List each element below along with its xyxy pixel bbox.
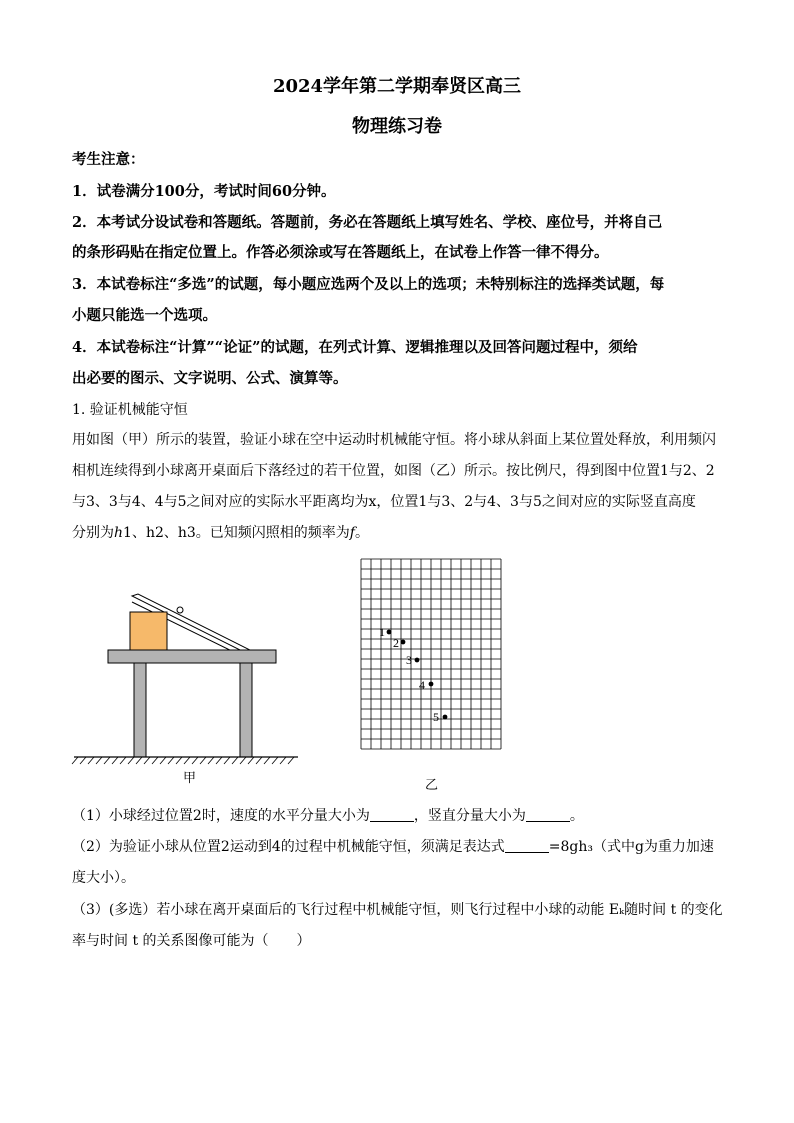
figure-yi-label: 乙	[425, 778, 439, 793]
point-1-dot	[387, 630, 392, 635]
sub-question-2	[72, 837, 724, 857]
ground-hatch-mark	[128, 757, 134, 764]
point-2-dot	[401, 640, 406, 645]
figure-jia-label: 甲	[183, 771, 197, 786]
notice-heading: 考生注意：	[72, 151, 145, 168]
point-2-label: 2	[393, 636, 399, 650]
ground-hatch-mark	[280, 757, 286, 764]
sub1-text: 。	[569, 808, 584, 824]
question-stem-line: 与3、3与4、4与5之间对应的实际水平距离均为x，位置1与3、2与4、3与5之间对应的实际竖直高度	[72, 494, 696, 510]
sub-question-3-cont: 率与时间 t 的关系图像可能为（ ）	[72, 933, 311, 949]
ground-hatch-mark	[72, 757, 78, 764]
point-3-dot	[415, 658, 420, 663]
ground-hatch-mark	[288, 757, 294, 764]
point-4-label: 4	[419, 678, 425, 692]
ground-hatch-mark	[208, 757, 214, 764]
notice-item-4: 4．本试卷标注“计算”“论证”的试题，在列式计算、逻辑推理以及回答问题过程中，须给	[72, 339, 638, 356]
ground-hatch-mark	[80, 757, 86, 764]
ground-hatch-mark	[216, 757, 222, 764]
stem-symbol-f: f	[349, 525, 355, 541]
answer-blank[interactable]	[370, 807, 414, 822]
ground-hatch	[72, 757, 294, 764]
ground-hatch-mark	[176, 757, 182, 764]
ground-hatch-mark	[136, 757, 142, 764]
point-5-dot	[443, 715, 448, 720]
notice-item-3-cont: 小题只能选一个选项。	[72, 307, 217, 324]
ground-hatch-mark	[264, 757, 270, 764]
question-heading: 1. 验证机械能守恒	[72, 402, 188, 418]
point-1-label: 1	[379, 625, 385, 639]
exam-subtitle: 物理练习卷	[352, 116, 442, 137]
ground-hatch-mark	[160, 757, 166, 764]
ground-hatch-mark	[144, 757, 150, 764]
ground-hatch-mark	[240, 757, 246, 764]
question-stem-line: 用如图（甲）所示的装置，验证小球在空中运动时机械能守恒。将小球从斜面上某位置处释放，利用频闪	[72, 432, 716, 448]
support-block	[130, 612, 167, 651]
ball-icon	[177, 607, 183, 613]
exam-title: 2024学年第二学期奉贤区高三	[272, 76, 522, 97]
stem-text: 分别为	[72, 525, 114, 541]
ground-hatch-mark	[120, 757, 126, 764]
point-3-label: 3	[406, 653, 412, 667]
stem-symbol-h: h	[114, 525, 124, 541]
table-leg-right	[240, 663, 252, 757]
point-4-dot	[429, 682, 434, 687]
notice-item-1: 1．试卷满分100分，考试时间60分钟。	[72, 183, 336, 200]
sub1-text: （1）小球经过位置2时，速度的水平分量大小为	[72, 808, 370, 824]
notice-item-2: 2．本考试分设试卷和答题纸。答题前，务必在答题纸上填写姓名、学校、座位号，并将自己	[72, 214, 663, 231]
ground-hatch-mark	[200, 757, 206, 764]
stem-text: 1、h2、h3。已知频闪照相的频率为	[123, 525, 350, 541]
question-stem-line	[72, 523, 724, 543]
sub-question-1	[72, 806, 724, 826]
grid-lines	[361, 559, 501, 749]
sub-question-2-cont: 度大小）。	[72, 870, 135, 886]
ground-hatch-mark	[168, 757, 174, 764]
figure-yi	[360, 558, 504, 756]
ground-hatch-mark	[184, 757, 190, 764]
ground-hatch-mark	[104, 757, 110, 764]
ground-hatch-mark	[96, 757, 102, 764]
table-leg-left	[134, 663, 146, 757]
notice-item-2-cont: 的条形码贴在指定位置上。作答必须涂或写在答题纸上，在试卷上作答一律不得分。	[72, 244, 609, 261]
stem-text: 。	[354, 525, 369, 541]
figure-jia	[70, 590, 306, 770]
table-top	[108, 650, 276, 663]
sub1-text: ，竖直分量大小为	[413, 808, 526, 824]
sub2-text: （2）为验证小球从位置2运动到4的过程中机械能守恒，须满足表达式	[72, 839, 505, 855]
sub2-text: =8gh₃（式中g为重力加速	[548, 839, 714, 855]
ground-hatch-mark	[256, 757, 262, 764]
ground-hatch-mark	[88, 757, 94, 764]
notice-item-4-cont: 出必要的图示、文字说明、公式、演算等。	[72, 370, 348, 387]
ground-hatch-mark	[272, 757, 278, 764]
ground-hatch-mark	[224, 757, 230, 764]
point-5-label: 5	[433, 710, 439, 724]
answer-blank[interactable]	[526, 807, 570, 822]
ground-hatch-mark	[112, 757, 118, 764]
answer-blank[interactable]	[505, 838, 549, 853]
ground-hatch-mark	[192, 757, 198, 764]
question-stem-line: 相机连续得到小球离开桌面后下落经过的若干位置，如图（乙）所示。按比例尺，得到图中位置1与2、2	[72, 463, 715, 479]
ground-hatch-mark	[248, 757, 254, 764]
sub-question-3: （3）(多选）若小球在离开桌面后的飞行过程中机械能守恒，则飞行过程中小球的动能 Eₖ随时间 t 的变化	[72, 902, 723, 918]
ground-hatch-mark	[232, 757, 238, 764]
notice-item-3: 3．本试卷标注“多选”的试题，每小题应选两个及以上的选项；未特别标注的选择类试题，每	[72, 276, 665, 293]
ground-hatch-mark	[152, 757, 158, 764]
